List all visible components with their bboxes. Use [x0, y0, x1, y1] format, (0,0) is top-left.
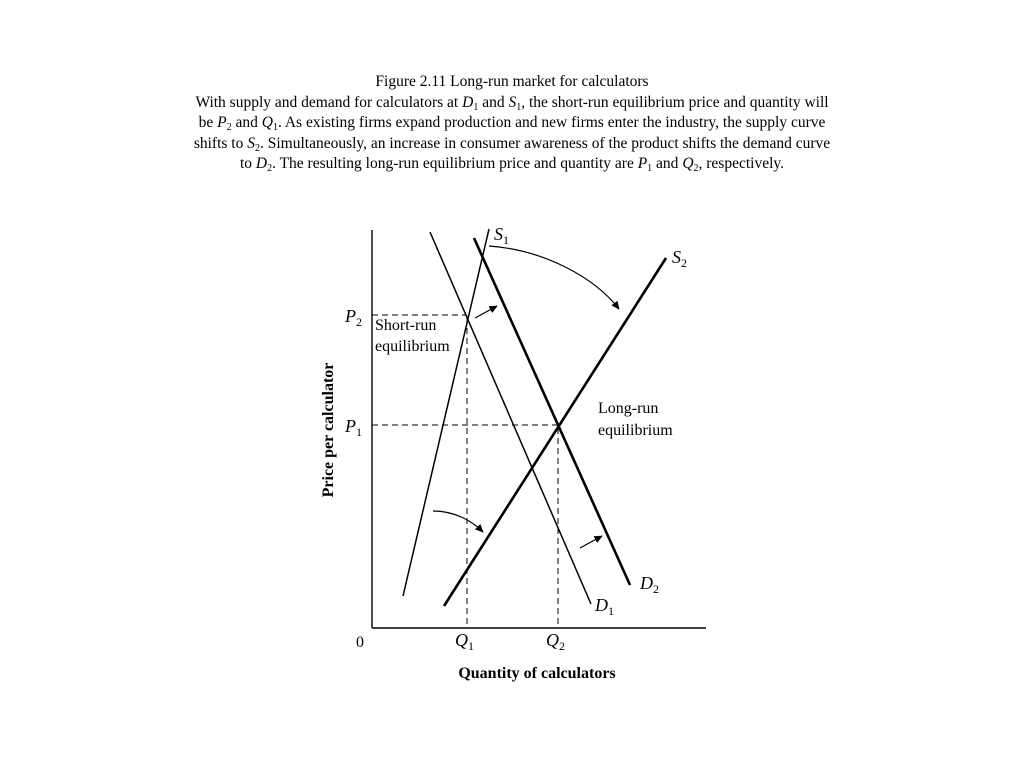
demand-shift-arrow-bottom: [580, 536, 602, 548]
x-axis-title: Quantity of calculators: [458, 665, 616, 682]
caption-text: . The resulting long-run equilibrium price and quantity are: [272, 155, 638, 173]
caption-text: . Simultaneously, an increase in consumer awareness of the product shifts the demand curve to: [239, 134, 831, 173]
caption-text: and: [231, 114, 262, 132]
q1-axis-label: $Q_1$: [455, 630, 474, 653]
caption-variable: Q: [682, 155, 694, 173]
caption-subscript: 2: [254, 142, 260, 154]
caption-variable: D: [255, 155, 268, 173]
caption-subscript: 1: [647, 163, 653, 175]
d1-label: $D_1$: [595, 595, 614, 618]
caption-variable: S: [247, 134, 255, 152]
caption-text: . As existing firms expand production and new firms enter the industry, the supply curve shifts to: [193, 114, 826, 152]
p2-axis-label: $P_2$: [345, 306, 362, 329]
caption-subscript: 2: [267, 163, 273, 175]
caption-variable: P: [637, 155, 648, 173]
q2-axis-label: $Q_2$: [546, 630, 565, 653]
p1-axis-label: $P_1$: [345, 416, 362, 439]
caption-subscript: 2: [226, 122, 232, 134]
caption-text: With supply and demand for calculators at: [195, 93, 463, 111]
long-run-equilibrium-label: Long-run equilibrium: [598, 400, 673, 439]
supply-curve-s1: [403, 229, 489, 596]
caption-variable: D: [462, 93, 474, 111]
short-run-equilibrium-label: Short-run equilibrium: [375, 317, 450, 355]
caption-subscript: 2: [693, 163, 699, 175]
caption-variable: S: [508, 93, 517, 111]
caption-text: and: [478, 93, 509, 111]
caption-variable: P: [217, 114, 227, 132]
caption-subscript: 1: [272, 122, 278, 134]
y-axis-title: Price per calculator: [320, 362, 337, 498]
d2-label: $D_2$: [640, 573, 659, 596]
caption-text: , respectively.: [698, 155, 785, 173]
supply-shift-arrow: [489, 246, 619, 309]
figure-title: Figure 2.11 Long-run market for calculators: [375, 73, 649, 90]
caption-text: , the short-run equilibrium price and quantity will be: [198, 93, 829, 132]
supply-shift-arrow-lower: [433, 511, 483, 532]
caption-variable: Q: [261, 114, 273, 132]
s1-label: $S_1$: [494, 224, 509, 247]
demand-shift-arrow-top: [475, 306, 497, 318]
s2-label: $S_2$: [672, 247, 687, 270]
caption-text: and: [652, 155, 683, 173]
caption-subscript: 1: [516, 101, 522, 113]
origin-label: 0: [356, 634, 364, 651]
demand-curve-d1: [430, 232, 591, 604]
caption-subscript: 1: [473, 101, 479, 113]
